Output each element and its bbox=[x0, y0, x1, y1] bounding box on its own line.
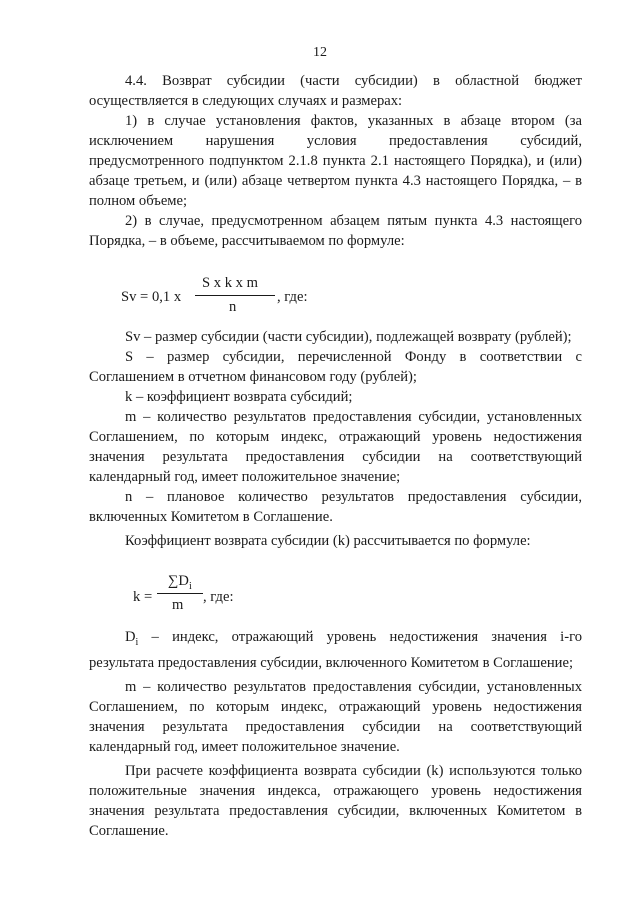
formula-k bbox=[89, 561, 582, 623]
formula-sv-suffix: , где: bbox=[277, 289, 308, 305]
page-number: 12 bbox=[313, 45, 327, 60]
formula-sv-fraction-bar bbox=[195, 295, 275, 296]
document-body bbox=[89, 71, 582, 841]
formula-k-fraction-bar bbox=[157, 593, 203, 594]
paragraph-4-4: 4.4. Возврат субсидии (части субсидии) в областной бюджет осуществляется в следующих случаях и размерах: bbox=[89, 73, 582, 109]
formula-k-denominator: m bbox=[172, 597, 184, 613]
formula-k-suffix: , где: bbox=[203, 589, 234, 605]
formula-k-lhs: k = bbox=[133, 589, 153, 605]
definition-s: S – размер субсидии, перечисленной Фонду в соответствии с Соглашением в отчетном финансовом году (рублей); bbox=[89, 349, 582, 385]
formula-sv-lhs: Sv = 0,1 x bbox=[121, 289, 182, 305]
definition-sv: Sv – размер субсидии (части субсидии), подлежащей возврату (рублей); bbox=[125, 329, 572, 345]
formula-sv-denominator: n bbox=[229, 299, 237, 315]
formula-sv bbox=[89, 265, 582, 323]
closing-paragraph: При расчете коэффициента возврата субсидии (k) используются только положительные значения индекса, отражающего уровень недостижения значения результата предоставления субсидии, включенных Комитетом в Соглашение. bbox=[89, 762, 582, 839]
coefficient-intro: Коэффициент возврата субсидии (k) рассчитывается по формуле: bbox=[125, 533, 531, 549]
definition-m-2: m – количество результатов предоставления субсидии, установленных Соглашением, по которым индекс, отражающий уровень недостижения значения результата предоставления субсидии на соответствующий календарный год, имеет положительное значение. bbox=[89, 678, 582, 755]
formula-k-numerator: $\sum D_i$ bbox=[168, 573, 192, 592]
paragraph-case-2: 2) в случае, предусмотренном абзацем пятым пункта 4.3 настоящего Порядка, – в объеме, рассчитываемом по формуле: bbox=[89, 213, 582, 249]
definition-di: $D_i$ – индекс, отражающий уровень недостижения значения i-го результата предоставления субсидии, включенного Комитетом в Соглашение; bbox=[89, 629, 582, 671]
definition-k: k – коэффициент возврата субсидий; bbox=[125, 389, 353, 405]
definition-n: n – плановое количество результатов предоставления субсидии, включенных Комитетом в Соглашение. bbox=[89, 489, 582, 525]
definition-m: m – количество результатов предоставления субсидии, установленных Соглашением, по которым индекс, отражающий уровень недостижения значения результата предоставления субсидии на соответствующий календарный год, имеет положительное значение; bbox=[89, 409, 582, 485]
paragraph-case-1: 1) в случае установления фактов, указанных в абзаце втором (за исключением нарушения условия предоставления субсидий, предусмотренного подпунктом 2.1.8 пункта 2.1 настоящего Порядка), и (или) абзаце третьем, и (или) абзаце четвертом пункта 4.3 настоящего Порядка, – в полном объеме; bbox=[89, 113, 582, 209]
formula-sv-numerator: S x k x m bbox=[202, 275, 258, 291]
